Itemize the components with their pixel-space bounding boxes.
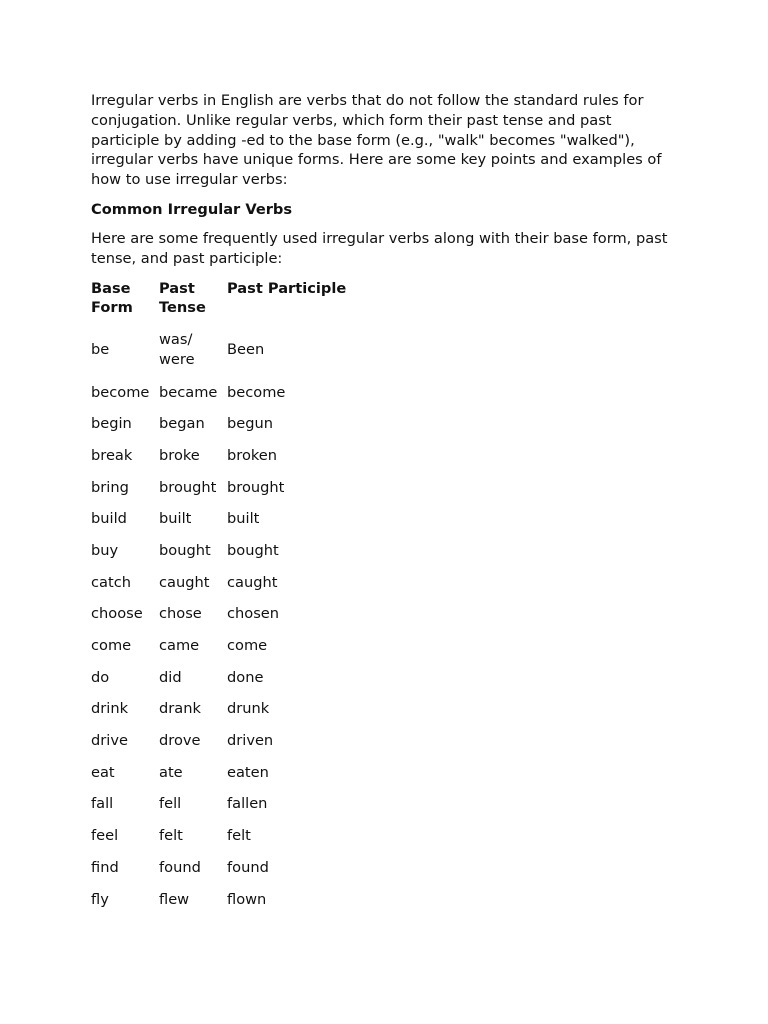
cell-past-participle xyxy=(227,725,354,757)
cell-past-tense xyxy=(159,377,227,409)
cell-past-tense xyxy=(159,789,227,821)
cell-past-tense xyxy=(159,757,227,789)
table-row xyxy=(91,567,354,599)
lead-paragraph: Here are some frequently used irregular verbs along with their base form, past tense, and past participle: xyxy=(91,229,668,267)
table-row xyxy=(91,789,354,821)
table-body xyxy=(91,323,354,916)
table-row xyxy=(91,440,354,472)
cell-past-tense xyxy=(159,852,227,884)
cell-base-form-text: feel xyxy=(91,827,119,845)
table-row xyxy=(91,535,354,567)
table-row xyxy=(91,377,354,409)
cell-past-participle xyxy=(227,377,354,409)
cell-base-form xyxy=(91,757,159,789)
cell-base-form-text: build xyxy=(91,510,127,528)
cell-past-participle xyxy=(227,408,354,440)
cell-past-participle-text: flown xyxy=(227,890,267,908)
cell-past-tense xyxy=(159,630,227,662)
cell-past-tense xyxy=(159,408,227,440)
table-row xyxy=(91,630,354,662)
table-row xyxy=(91,408,354,440)
cell-past-participle-text: felt xyxy=(227,827,251,845)
cell-past-tense xyxy=(159,884,227,916)
cell-base-form-text: do xyxy=(91,668,110,686)
cell-past-participle xyxy=(227,630,354,662)
table-row xyxy=(91,820,354,852)
cell-past-participle xyxy=(227,472,354,504)
cell-base-form-text: eat xyxy=(91,763,115,781)
cell-past-participle-text: eaten xyxy=(227,763,269,781)
cell-base-form xyxy=(91,789,159,821)
cell-past-participle-text: come xyxy=(227,637,268,655)
section-heading: Common Irregular Verbs xyxy=(91,200,293,218)
cell-base-form-text: break xyxy=(91,446,133,464)
cell-base-form xyxy=(91,630,159,662)
cell-past-participle xyxy=(227,440,354,472)
cell-base-form-text: fly xyxy=(91,890,109,908)
cell-past-tense xyxy=(159,440,227,472)
cell-base-form-text: catch xyxy=(91,573,131,591)
cell-past-participle xyxy=(227,503,354,535)
cell-base-form-text: drive xyxy=(91,732,128,750)
cell-base-form-text: find xyxy=(91,858,119,876)
cell-base-form-text: become xyxy=(91,383,150,401)
cell-past-participle xyxy=(227,693,354,725)
cell-past-tense-text: did xyxy=(159,668,182,686)
cell-base-form-text: be xyxy=(91,340,110,358)
cell-past-tense-text: fell xyxy=(159,795,182,813)
cell-past-tense-text: bought xyxy=(159,541,211,559)
cell-past-tense-text: felt xyxy=(159,827,183,845)
table-header-row xyxy=(91,279,354,323)
cell-past-tense-text: drank xyxy=(159,700,201,718)
intro-paragraph: Irregular verbs in English are verbs that do not follow the standard rules for conjugation. Unlike regular verbs, which form their past tense and past participle by adding -ed to the base form (e.g., "walk" becomes "walked"), irregular verbs have unique forms. Here are some key points and examples of how to use irregular verbs: xyxy=(91,92,662,189)
cell-past-tense-text: began xyxy=(159,415,205,433)
cell-past-participle xyxy=(227,598,354,630)
table-row xyxy=(91,725,354,757)
cell-past-participle xyxy=(227,852,354,884)
cell-base-form xyxy=(91,820,159,852)
cell-past-participle-text: built xyxy=(227,510,260,528)
table-row xyxy=(91,472,354,504)
cell-base-form xyxy=(91,472,159,504)
table-row xyxy=(91,693,354,725)
cell-past-tense xyxy=(159,472,227,504)
cell-past-tense xyxy=(159,535,227,567)
cell-past-participle-text: chosen xyxy=(227,605,280,623)
cell-past-tense xyxy=(159,567,227,599)
cell-base-form-text: bring xyxy=(91,478,129,496)
table-row xyxy=(91,884,354,916)
cell-base-form xyxy=(91,408,159,440)
cell-base-form xyxy=(91,323,159,377)
cell-base-form-text: choose xyxy=(91,605,143,623)
cell-past-participle-text: drunk xyxy=(227,700,270,718)
cell-base-form-text: buy xyxy=(91,541,119,559)
cell-base-form xyxy=(91,377,159,409)
cell-past-participle-text: driven xyxy=(227,732,274,750)
cell-base-form xyxy=(91,725,159,757)
header-past-participle: Past Participle xyxy=(227,279,347,297)
cell-past-tense-text: broke xyxy=(159,446,200,464)
cell-past-tense-text: found xyxy=(159,858,201,876)
table-row xyxy=(91,757,354,789)
cell-past-tense-text: chose xyxy=(159,605,202,623)
cell-past-tense xyxy=(159,598,227,630)
cell-past-tense-text: came xyxy=(159,637,200,655)
cell-past-participle xyxy=(227,323,354,377)
cell-past-participle-text: found xyxy=(227,858,269,876)
cell-past-tense-text: caught xyxy=(159,573,210,591)
cell-past-participle-text: caught xyxy=(227,573,278,591)
cell-past-tense xyxy=(159,662,227,694)
cell-past-tense xyxy=(159,503,227,535)
table-row xyxy=(91,852,354,884)
cell-past-tense xyxy=(159,725,227,757)
cell-past-tense-text: was/ were xyxy=(159,330,195,368)
header-past-tense: Past Tense xyxy=(159,279,206,317)
cell-past-participle xyxy=(227,884,354,916)
cell-past-tense xyxy=(159,693,227,725)
cell-base-form xyxy=(91,662,159,694)
cell-base-form xyxy=(91,535,159,567)
cell-past-participle-text: done xyxy=(227,668,264,686)
cell-base-form xyxy=(91,884,159,916)
cell-past-participle-text: begun xyxy=(227,415,274,433)
cell-past-participle-text: broken xyxy=(227,446,278,464)
cell-past-participle-text: Been xyxy=(227,340,265,358)
cell-past-participle xyxy=(227,820,354,852)
cell-past-participle-text: brought xyxy=(227,478,285,496)
table-row xyxy=(91,503,354,535)
cell-past-tense-text: ate xyxy=(159,763,183,781)
cell-past-participle-text: become xyxy=(227,383,286,401)
cell-base-form xyxy=(91,503,159,535)
cell-base-form xyxy=(91,693,159,725)
cell-base-form xyxy=(91,567,159,599)
cell-past-participle xyxy=(227,789,354,821)
cell-base-form-text: drink xyxy=(91,700,129,718)
cell-past-tense xyxy=(159,820,227,852)
cell-past-participle xyxy=(227,535,354,567)
cell-base-form xyxy=(91,440,159,472)
irregular-verbs-table xyxy=(91,279,354,916)
cell-past-tense-text: became xyxy=(159,383,218,401)
header-base-form: Base Form xyxy=(91,279,133,317)
cell-base-form-text: begin xyxy=(91,415,132,433)
cell-base-form xyxy=(91,598,159,630)
cell-past-participle-text: fallen xyxy=(227,795,268,813)
document-page xyxy=(91,91,681,915)
cell-past-tense-text: flew xyxy=(159,890,190,908)
table-row xyxy=(91,323,354,377)
cell-past-tense-text: built xyxy=(159,510,192,528)
cell-past-participle xyxy=(227,757,354,789)
cell-past-participle xyxy=(227,567,354,599)
cell-past-tense xyxy=(159,323,227,377)
cell-past-tense-text: drove xyxy=(159,732,201,750)
table-row xyxy=(91,598,354,630)
cell-base-form xyxy=(91,852,159,884)
cell-past-participle-text: bought xyxy=(227,541,279,559)
cell-past-tense-text: brought xyxy=(159,478,217,496)
cell-past-participle xyxy=(227,662,354,694)
cell-base-form-text: come xyxy=(91,637,132,655)
cell-base-form-text: fall xyxy=(91,795,114,813)
table-row xyxy=(91,662,354,694)
